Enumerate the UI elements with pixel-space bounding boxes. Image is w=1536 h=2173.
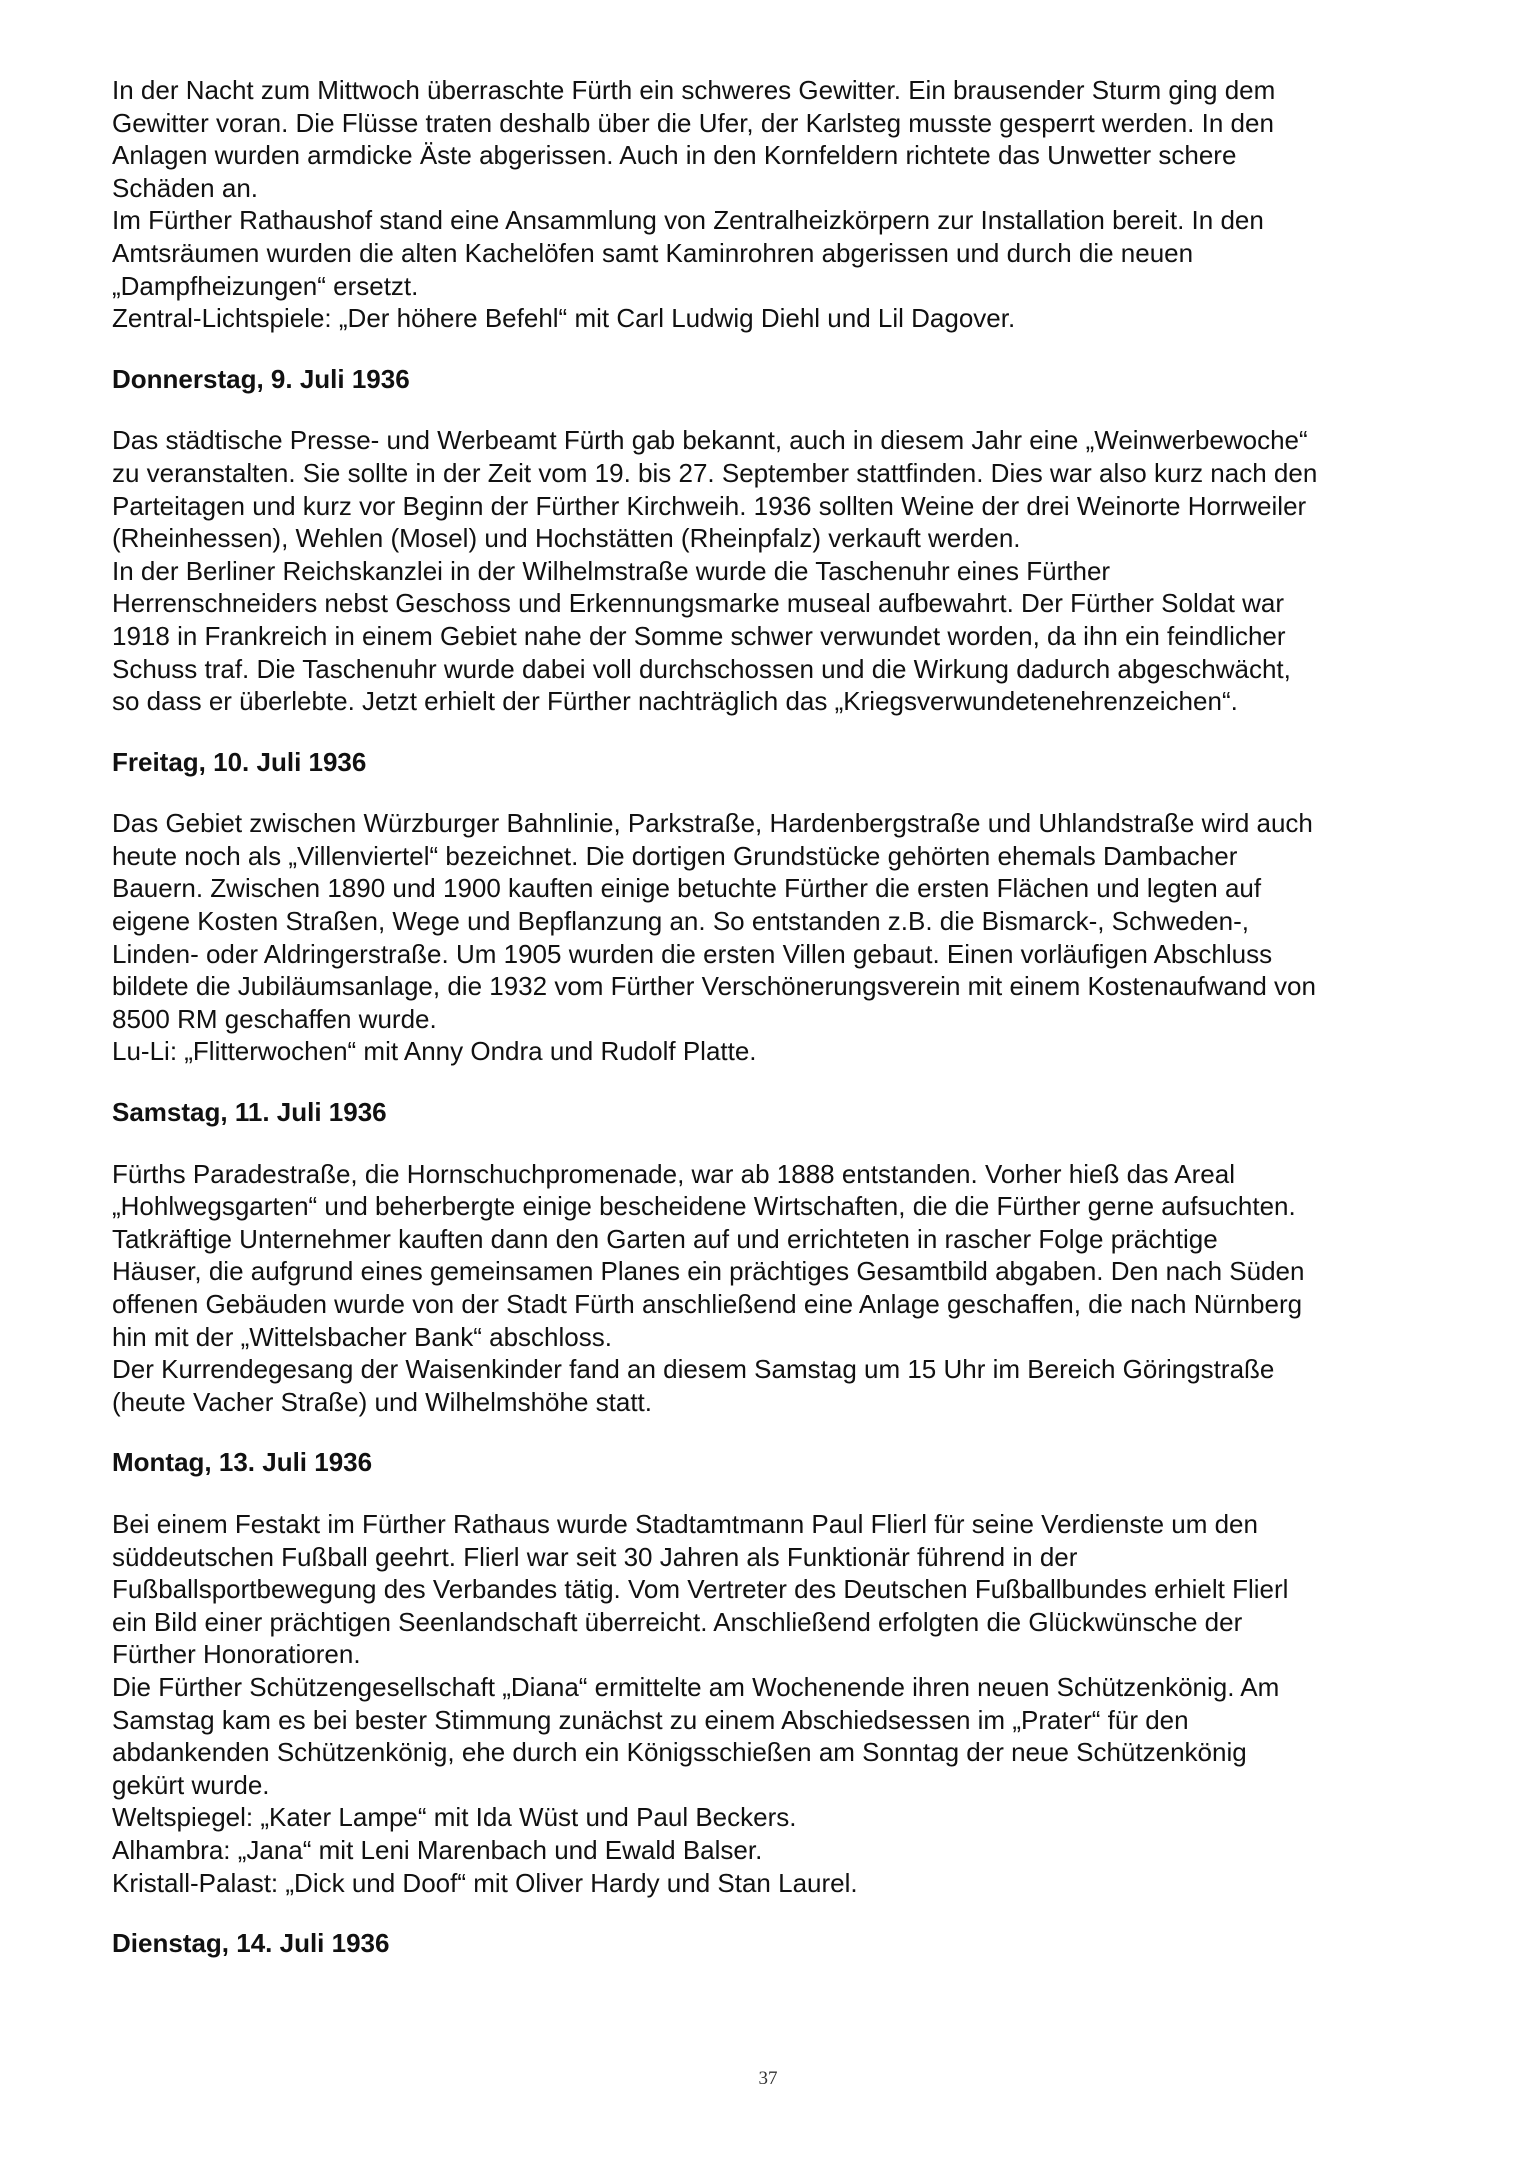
section-samstag: [112, 1096, 1452, 1418]
page-number: 37: [758, 2068, 778, 2089]
paragraph: Alhambra: „Jana“ mit Leni Marenbach und Ewald Balser.: [112, 1834, 763, 1865]
section-heading: Montag, 13. Juli 1936: [112, 1447, 373, 1478]
section-heading: Dienstag, 14. Juli 1936: [112, 1928, 390, 1959]
paragraph: Zentral-Lichtspiele: „Der höhere Befehl“ mit Carl Ludwig Diehl und Lil Dagover.: [112, 303, 1016, 334]
section-dienstag: [112, 1927, 1452, 1960]
paragraph: Das städtische Presse- und Werbeamt Fürth gab bekannt, auch in diesem Jahr eine „Weinwerbewoche“ zu veranstalten. Sie sollte in der Zeit vom 19. bis 27. September stattfinden. Dies war also kurz nach den Parteitagen und kurz vor Beginn der Fürther Kirchweih. 1936 sollten Weine der drei Weinorte Horrweiler (Rheinhessen), Wehlen (Mosel) und Hochstätten (Rheinpfalz) verkauft werden.: [112, 425, 1318, 554]
paragraph: Weltspiegel: „Kater Lampe“ mit Ida Wüst und Paul Beckers.: [112, 1802, 797, 1833]
section-montag: [112, 1446, 1452, 1899]
paragraph: Im Fürther Rathaushof stand eine Ansammlung von Zentralheizkörpern zur Installation bereit. In den Amtsräumen wurden die alten Kachelöfen samt Kaminrohren abgerissen und durch die neuen „Dampfheizungen“ ersetzt.: [112, 205, 1264, 301]
section-freitag: [112, 746, 1452, 1068]
paragraph: Kristall-Palast: „Dick und Doof“ mit Oliver Hardy und Stan Laurel.: [112, 1867, 858, 1898]
paragraph: Fürths Paradestraße, die Hornschuchpromenade, war ab 1888 entstanden. Vorher hieß das Areal „Hohlwegsgarten“ und beherbergte einige bescheidene Wirtschaften, die die Fürther gerne aufsuchten. Tatkräftige Unternehmer kauften dann den Garten auf und errichteten in rascher Folge prächtige Häuser, die aufgrund eines gemeinsamen Planes ein prächtiges Gesamtbild abgaben. Den nach Süden offenen Gebäuden wurde von der Stadt Fürth anschließend eine Anlage geschaffen, die nach Nürnberg hin mit der „Wittelsbacher Bank“ abschloss.: [112, 1158, 1305, 1352]
section-intro: [112, 74, 1452, 335]
section-heading: Donnerstag, 9. Juli 1936: [112, 363, 410, 394]
section-heading: Freitag, 10. Juli 1936: [112, 746, 367, 777]
paragraph: In der Berliner Reichskanzlei in der Wilhelmstraße wurde die Taschenuhr eines Fürther Herrenschneiders nebst Geschoss und Erkennungsmarke museal aufbewahrt. Der Fürther Soldat war 1918 in Frankreich in einem Gebiet nahe der Somme schwer verwundet worden, da ihn ein feindlicher Schuss traf. Die Taschenuhr wurde dabei voll durchschossen und die Wirkung dadurch abgeschwächt, so dass er überlebte. Jetzt erhielt der Fürther nachträglich das „Kriegsverwundetenehrenzeichen“.: [112, 555, 1291, 717]
section-donnerstag: [112, 363, 1452, 718]
section-heading: Samstag, 11. Juli 1936: [112, 1097, 387, 1128]
paragraph: Die Fürther Schützengesellschaft „Diana“ ermittelte am Wochenende ihren neuen Schützenkönig. Am Samstag kam es bei bester Stimmung zunächst zu einem Abschiedsessen im „Prater“ für den abdankenden Schützenkönig, ehe durch ein Königsschießen am Sonntag der neue Schützenkönig gekürt wurde.: [112, 1671, 1280, 1800]
document-body: [112, 74, 1452, 1989]
paragraph: Lu-Li: „Flitterwochen“ mit Anny Ondra und Rudolf Platte.: [112, 1036, 757, 1067]
paragraph: Das Gebiet zwischen Würzburger Bahnlinie, Parkstraße, Hardenbergstraße und Uhlandstraße wird auch heute noch als „Villenviertel“ bezeichnet. Die dortigen Grundstücke gehörten ehemals Dambacher Bauern. Zwischen 1890 und 1900 kauften einige betuchte Fürther die ersten Flächen und legten auf eigene Kosten Straßen, Wege und Bepflanzung an. So entstanden z.B. die Bismarck-, Schweden-, Linden- oder Aldringerstraße. Um 1905 wurden die ersten Villen gebaut. Einen vorläufigen Abschluss bildete die Jubiläumsanlage, die 1932 vom Fürther Verschönerungsverein mit einem Kostenaufwand von 8500 RM geschaffen wurde.: [112, 808, 1316, 1034]
paragraph: Bei einem Festakt im Fürther Rathaus wurde Stadtamtmann Paul Flierl für seine Verdienste um den süddeutschen Fußball geehrt. Flierl war seit 30 Jahren als Funktionär führend in der Fußballsportbewegung des Verbandes tätig. Vom Vertreter des Deutschen Fußballbundes erhielt Flierl ein Bild einer prächtigen Seenlandschaft überreicht. Anschließend erfolgten die Glückwünsche der Fürther Honoratioren.: [112, 1508, 1289, 1670]
paragraph: Der Kurrendegesang der Waisenkinder fand an diesem Samstag um 15 Uhr im Bereich Göringstraße (heute Vacher Straße) und Wilhelmshöhe statt.: [112, 1354, 1275, 1417]
paragraph: In der Nacht zum Mittwoch überraschte Fürth ein schweres Gewitter. Ein brausender Sturm ging dem Gewitter voran. Die Flüsse traten deshalb über die Ufer, der Karlsteg musste gesperrt werden. In den Anlagen wurden armdicke Äste abgerissen. Auch in den Kornfeldern richtete das Unwetter schere Schäden an.: [112, 75, 1276, 203]
